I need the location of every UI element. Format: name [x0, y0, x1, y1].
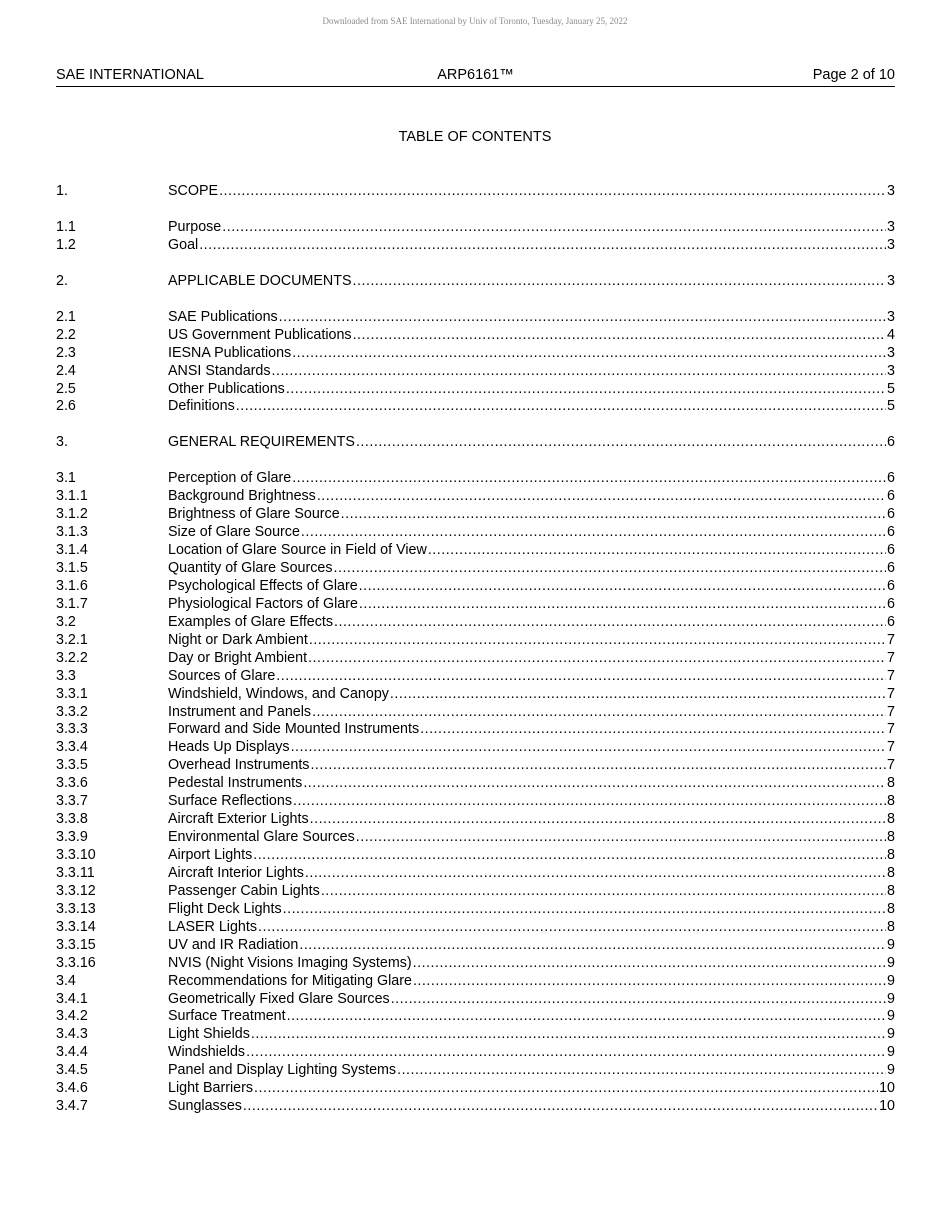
- toc-entry-title[interactable]: Definitions: [168, 398, 235, 415]
- toc-entry-title[interactable]: Light Shields: [168, 1026, 250, 1043]
- toc-entry[interactable]: [56, 704, 895, 722]
- toc-entry-number: 3.1.7: [56, 595, 88, 612]
- toc-entry-number: 3.3.13: [56, 900, 96, 917]
- toc-entry-number: 3.4: [56, 972, 76, 989]
- dot-leader: [353, 273, 887, 291]
- toc-entry[interactable]: [56, 883, 895, 901]
- toc-entry-title[interactable]: Night or Dark Ambient: [168, 631, 308, 648]
- toc-entry[interactable]: [56, 973, 895, 991]
- toc-entry-title[interactable]: Aircraft Exterior Lights: [168, 811, 309, 828]
- toc-entry-page: 8: [887, 864, 895, 881]
- toc-entry-page: 3: [887, 272, 895, 289]
- toc-entry-number: 3.3.7: [56, 793, 88, 810]
- toc-entry[interactable]: [56, 847, 895, 865]
- toc-entry-page: 3: [887, 344, 895, 361]
- dot-leader: [272, 363, 887, 381]
- toc-entry-page: 3: [887, 362, 895, 379]
- toc-entry-title[interactable]: Size of Glare Source: [168, 524, 300, 541]
- toc-entry-number: 2.5: [56, 380, 76, 397]
- toc-entry-title[interactable]: Windshields: [168, 1044, 246, 1061]
- dot-leader: [359, 596, 886, 614]
- toc-entry-title[interactable]: Aircraft Interior Lights: [168, 864, 304, 881]
- toc-entry-number: 1.2: [56, 236, 76, 253]
- toc-entry-number: 3.1.4: [56, 542, 88, 559]
- toc-entry-title[interactable]: Overhead Instruments: [168, 757, 310, 774]
- section-spacer: [56, 291, 895, 309]
- toc-entry[interactable]: [56, 219, 895, 237]
- toc-entry[interactable]: [56, 757, 895, 775]
- toc-entry-number: 3.3.14: [56, 918, 96, 935]
- toc-entry-number: 2.6: [56, 398, 76, 415]
- dot-leader: [222, 219, 886, 237]
- dot-leader: [308, 650, 886, 668]
- toc-entry[interactable]: [56, 811, 895, 829]
- toc-entry-title[interactable]: Airport Lights: [168, 847, 253, 863]
- toc-entry-page: 9: [887, 1062, 895, 1079]
- toc-entry[interactable]: [56, 955, 895, 973]
- toc-entry-title[interactable]: SAE Publications: [168, 308, 278, 325]
- toc-entry[interactable]: [56, 488, 895, 506]
- toc-entry[interactable]: [56, 937, 895, 955]
- dot-leader: [301, 524, 886, 542]
- table-of-contents: [56, 183, 895, 1116]
- toc-entry-page: 8: [887, 793, 895, 810]
- toc-entry-number: 3.1: [56, 470, 76, 487]
- dot-leader: [356, 434, 886, 452]
- dot-leader: [293, 793, 886, 811]
- dot-leader: [413, 955, 886, 973]
- section-spacer: [56, 255, 895, 273]
- dot-leader: [253, 847, 886, 865]
- toc-entry-number: 3.4.2: [56, 1008, 88, 1025]
- toc-entry[interactable]: [56, 578, 895, 596]
- toc-entry-title[interactable]: Physiological Factors of Glare: [168, 595, 358, 612]
- toc-entry[interactable]: [56, 345, 895, 363]
- dot-leader: [390, 686, 886, 704]
- dot-leader: [287, 1008, 886, 1026]
- toc-entry[interactable]: [56, 865, 895, 883]
- dot-leader: [309, 632, 886, 650]
- toc-entry-title[interactable]: LASER Lights: [168, 918, 258, 935]
- toc-entry-number: 3.3.6: [56, 775, 88, 792]
- toc-entry-page: 6: [887, 488, 895, 505]
- toc-entry-title[interactable]: ANSI Standards: [168, 362, 271, 379]
- toc-entry-title[interactable]: US Government Publications: [168, 326, 352, 343]
- toc-entry-number: 3.1.3: [56, 524, 88, 541]
- toc-entry[interactable]: [56, 470, 895, 488]
- toc-entry-number: 3.3.1: [56, 685, 88, 702]
- toc-entry-title[interactable]: Geometrically Fixed Glare Sources: [168, 990, 390, 1007]
- toc-entry-number: 3.4.7: [56, 1098, 88, 1115]
- toc-entry[interactable]: [56, 650, 895, 668]
- toc-entry[interactable]: [56, 1080, 895, 1098]
- dot-leader: [286, 381, 886, 399]
- toc-entry-page: 10: [879, 1098, 895, 1115]
- toc-entry[interactable]: [56, 919, 895, 937]
- dot-leader: [334, 560, 887, 578]
- toc-entry-title[interactable]: Light Barriers: [168, 1080, 254, 1097]
- toc-entry-page: 7: [887, 757, 895, 774]
- dot-leader: [359, 578, 886, 596]
- toc-entry[interactable]: [56, 793, 895, 811]
- toc-entry-page: 6: [887, 470, 895, 487]
- dot-leader: [243, 1098, 878, 1116]
- toc-entry-number: 2.: [56, 272, 68, 289]
- dot-leader: [291, 739, 886, 757]
- toc-entry-number: 3.3.15: [56, 936, 96, 953]
- toc-entry-page: 9: [887, 936, 895, 953]
- dot-leader: [276, 668, 886, 686]
- toc-entry[interactable]: [56, 739, 895, 757]
- toc-entry[interactable]: [56, 398, 895, 416]
- toc-entry-number: 3.2: [56, 613, 76, 630]
- toc-entry-title[interactable]: APPLICABLE DOCUMENTS: [168, 272, 352, 289]
- toc-entry-page: 5: [887, 380, 895, 397]
- toc-entry-title[interactable]: Passenger Cabin Lights: [168, 882, 320, 899]
- toc-entry-title[interactable]: Examples of Glare Effects: [168, 613, 334, 630]
- dot-leader: [303, 775, 886, 793]
- toc-entry[interactable]: [56, 506, 895, 524]
- toc-entry-page: 7: [887, 721, 895, 738]
- toc-entry-number: 3.1.1: [56, 488, 88, 505]
- toc-entry[interactable]: [56, 901, 895, 919]
- toc-entry-page: 8: [887, 829, 895, 846]
- toc-entry[interactable]: [56, 721, 895, 739]
- toc-entry-number: 2.3: [56, 344, 76, 361]
- toc-entry-page: 6: [887, 542, 895, 559]
- toc-entry-page: 8: [887, 847, 895, 863]
- toc-entry-number: 3.3.2: [56, 703, 88, 720]
- toc-entry-page: 6: [887, 577, 895, 594]
- toc-entry-number: 1.: [56, 183, 68, 199]
- toc-entry-number: 3.3.16: [56, 954, 96, 971]
- dot-leader: [334, 614, 886, 632]
- toc-entry-page: 9: [887, 972, 895, 989]
- toc-entry-page: 9: [887, 990, 895, 1007]
- toc-entry-number: 3.3.10: [56, 847, 96, 863]
- toc-entry[interactable]: [56, 183, 895, 201]
- dot-leader: [353, 327, 886, 345]
- toc-entry-number: 3.1.2: [56, 506, 88, 523]
- toc-entry-page: 6: [887, 595, 895, 612]
- section-spacer: [56, 416, 895, 434]
- dot-leader: [356, 829, 886, 847]
- dot-leader: [199, 237, 886, 255]
- dot-leader: [292, 470, 886, 488]
- toc-entry-title[interactable]: Environmental Glare Sources: [168, 829, 355, 846]
- toc-entry-number: 3.4.6: [56, 1080, 88, 1097]
- dot-leader: [317, 488, 886, 506]
- toc-entry-number: 3.4.3: [56, 1026, 88, 1043]
- toc-entry-title[interactable]: Other Publications: [168, 380, 285, 397]
- toc-entry-number: 3.3.11: [56, 864, 95, 881]
- toc-entry[interactable]: [56, 686, 895, 704]
- toc-entry-number: 3.3.8: [56, 811, 88, 828]
- dot-leader: [397, 1062, 886, 1080]
- toc-entry-title[interactable]: Pedestal Instruments: [168, 775, 303, 792]
- toc-entry-title[interactable]: Surface Treatment: [168, 1008, 286, 1025]
- toc-entry[interactable]: [56, 1098, 895, 1116]
- toc-entry-title[interactable]: NVIS (Night Visions Imaging Systems): [168, 954, 412, 971]
- dot-leader: [292, 345, 886, 363]
- toc-entry-number: 3.3.4: [56, 739, 88, 756]
- toc-entry-number: 2.1: [56, 308, 76, 325]
- toc-entry-page: 3: [887, 308, 895, 325]
- download-watermark: Downloaded from SAE International by Univ of Toronto, Tuesday, January 25, 2022: [322, 16, 628, 26]
- toc-entry-number: 3.2.2: [56, 649, 88, 666]
- toc-entry[interactable]: [56, 1008, 895, 1026]
- toc-entry-number: 1.1: [56, 218, 76, 235]
- toc-entry-page: 8: [887, 882, 895, 899]
- toc-entry-page: 9: [887, 954, 895, 971]
- toc-entry[interactable]: [56, 614, 895, 632]
- toc-entry-number: 3.3: [56, 667, 76, 684]
- toc-entry-title[interactable]: Panel and Display Lighting Systems: [168, 1062, 397, 1079]
- toc-entry-title[interactable]: Surface Reflections: [168, 793, 292, 810]
- page-number: Page 2 of 10: [812, 67, 895, 83]
- dot-leader: [428, 542, 886, 560]
- toc-entry[interactable]: [56, 668, 895, 686]
- toc-entry-title[interactable]: Background Brightness: [168, 488, 316, 505]
- publisher-name: SAE INTERNATIONAL: [56, 67, 204, 83]
- toc-entry-number: 3.4.5: [56, 1062, 88, 1079]
- toc-entry-page: 3: [887, 218, 895, 235]
- toc-entry-title[interactable]: Perception of Glare: [168, 470, 292, 487]
- toc-entry-page: 8: [887, 775, 895, 792]
- toc-entry-title[interactable]: Brightness of Glare Source: [168, 506, 340, 523]
- toc-entry-page: 6: [887, 613, 895, 630]
- toc-entry-page: 7: [887, 685, 895, 702]
- dot-leader: [305, 865, 886, 883]
- toc-entry-title[interactable]: Flight Deck Lights: [168, 900, 282, 917]
- toc-entry-page: 8: [887, 900, 895, 917]
- toc-entry-page: 6: [887, 560, 895, 576]
- dot-leader: [258, 919, 886, 937]
- dot-leader: [254, 1080, 878, 1098]
- toc-entry-page: 6: [887, 506, 895, 523]
- toc-entry-page: 7: [887, 667, 895, 684]
- toc-entry-title[interactable]: SCOPE: [168, 183, 219, 199]
- dot-leader: [246, 1044, 886, 1062]
- toc-entry-number: 3.1.5: [56, 560, 88, 576]
- dot-leader: [420, 721, 886, 739]
- toc-entry-page: 7: [887, 631, 895, 648]
- dot-leader: [312, 704, 886, 722]
- toc-entry-page: 6: [887, 524, 895, 541]
- toc-entry[interactable]: [56, 363, 895, 381]
- document-id: ARP6161™: [437, 67, 514, 83]
- toc-entry-page: 3: [887, 236, 895, 253]
- dot-leader: [391, 991, 886, 1009]
- toc-entry[interactable]: [56, 542, 895, 560]
- dot-leader: [321, 883, 886, 901]
- toc-entry[interactable]: [56, 596, 895, 614]
- dot-leader: [413, 973, 886, 991]
- toc-entry[interactable]: [56, 524, 895, 542]
- toc-entry-number: 3.3.5: [56, 757, 88, 774]
- toc-entry-title[interactable]: Windshield, Windows, and Canopy: [168, 685, 389, 702]
- toc-entry[interactable]: [56, 560, 895, 578]
- toc-entry-page: 7: [887, 739, 895, 756]
- toc-entry-title[interactable]: UV and IR Radiation: [168, 936, 299, 953]
- toc-entry-page: 7: [887, 703, 895, 720]
- toc-entry-title[interactable]: Goal: [168, 236, 199, 253]
- toc-entry-page: 7: [887, 649, 895, 666]
- toc-entry-number: 2.4: [56, 362, 76, 379]
- toc-entry[interactable]: [56, 632, 895, 650]
- toc-title: TABLE OF CONTENTS: [398, 129, 552, 145]
- toc-entry-number: 2.2: [56, 326, 76, 343]
- toc-entry[interactable]: [56, 829, 895, 847]
- toc-entry-page: 4: [887, 326, 895, 343]
- toc-entry-title[interactable]: Sunglasses: [168, 1098, 242, 1115]
- dot-leader: [236, 398, 886, 416]
- toc-entry-title[interactable]: Sources of Glare: [168, 667, 276, 684]
- toc-entry-number: 3.3.12: [56, 882, 96, 899]
- dot-leader: [219, 183, 886, 201]
- toc-entry[interactable]: [56, 237, 895, 255]
- toc-entry-page: 6: [887, 434, 895, 451]
- toc-entry-number: 3.3.3: [56, 721, 88, 738]
- toc-entry-number: 3.4.1: [56, 990, 88, 1007]
- toc-entry-title[interactable]: Quantity of Glare Sources: [168, 560, 333, 576]
- toc-entry[interactable]: [56, 434, 895, 452]
- toc-entry-page: 9: [887, 1044, 895, 1061]
- dot-leader: [279, 309, 886, 327]
- dot-leader: [251, 1026, 886, 1044]
- toc-entry[interactable]: [56, 327, 895, 345]
- toc-entry-page: 10: [879, 1080, 895, 1097]
- toc-entry-title[interactable]: Heads Up Displays: [168, 739, 290, 756]
- toc-entry-title[interactable]: Instrument and Panels: [168, 703, 312, 720]
- toc-entry[interactable]: [56, 1044, 895, 1062]
- toc-entry-title[interactable]: Purpose: [168, 218, 222, 235]
- toc-entry-page: 8: [887, 811, 895, 828]
- toc-entry-title[interactable]: Forward and Side Mounted Instruments: [168, 721, 420, 738]
- toc-entry-page: 3: [887, 183, 895, 199]
- toc-entry[interactable]: [56, 1062, 895, 1080]
- dot-leader: [341, 506, 886, 524]
- section-spacer: [56, 201, 895, 219]
- toc-entry-number: 3.1.6: [56, 577, 88, 594]
- toc-entry-number: 3.: [56, 434, 68, 451]
- toc-entry-title[interactable]: Recommendations for Mitigating Glare: [168, 972, 412, 989]
- toc-entry-title[interactable]: Psychological Effects of Glare: [168, 577, 358, 594]
- dot-leader: [283, 901, 886, 919]
- toc-entry-title[interactable]: Location of Glare Source in Field of View: [168, 542, 427, 559]
- toc-entry[interactable]: [56, 991, 895, 1009]
- toc-entry-page: 5: [887, 398, 895, 415]
- toc-entry-page: 9: [887, 1026, 895, 1043]
- toc-entry-number: 3.2.1: [56, 631, 88, 648]
- toc-entry[interactable]: [56, 775, 895, 793]
- toc-entry-number: 3.4.4: [56, 1044, 88, 1061]
- toc-entry[interactable]: [56, 381, 895, 399]
- toc-entry[interactable]: [56, 309, 895, 327]
- toc-entry-title[interactable]: IESNA Publications: [168, 344, 292, 361]
- toc-entry-page: 8: [887, 918, 895, 935]
- toc-entry[interactable]: [56, 1026, 895, 1044]
- dot-leader: [299, 937, 886, 955]
- toc-entry-title[interactable]: Day or Bright Ambient: [168, 649, 308, 666]
- dot-leader: [310, 757, 886, 775]
- toc-entry-page: 9: [887, 1008, 895, 1025]
- dot-leader: [310, 811, 886, 829]
- toc-entry-title[interactable]: GENERAL REQUIREMENTS: [168, 434, 355, 451]
- page-header: [56, 66, 895, 87]
- section-spacer: [56, 452, 895, 470]
- toc-entry-number: 3.3.9: [56, 829, 88, 846]
- toc-entry[interactable]: [56, 273, 895, 291]
